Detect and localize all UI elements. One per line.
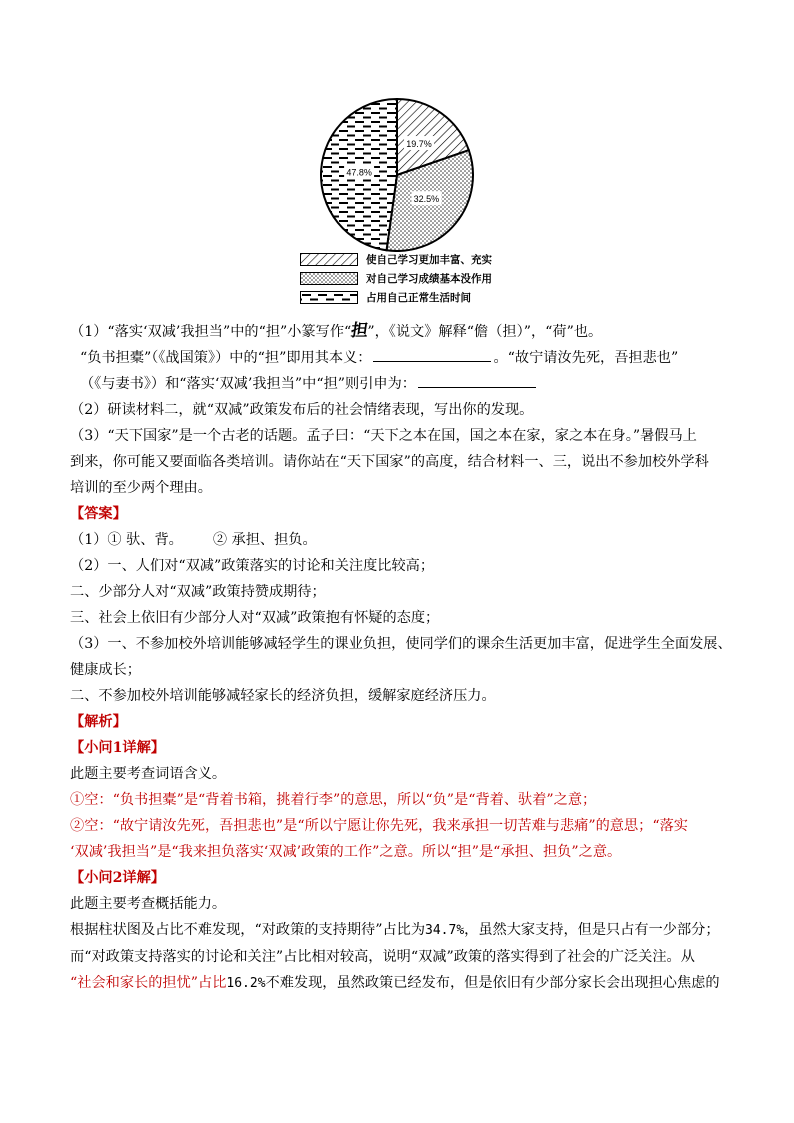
q1-text-b: ”，《说文》解释“儋（担）”，“荷”也。: [367, 324, 603, 340]
legend-item-dots: [300, 269, 560, 288]
answer-blank-2[interactable]: [418, 373, 536, 388]
q1-line3: [70, 371, 730, 397]
sub2-header: 【小问2详解】: [70, 870, 165, 886]
sub2-line2: 而“对政策支持落实的讨论和关注”占比相对较高，说明“双减”政策的落实得到了社会的广泛关注。从: [70, 949, 695, 965]
answer-3-line3: 二、不参加校外培训能够减轻家长的经济负担，缓解家庭经济压力。: [70, 688, 496, 704]
legend-item-dashes: [300, 288, 560, 307]
sub1-line2: ②空：“故宁请汝先死，吾担悲也”是“所以宁愿让你先死，我来承担一切苦难与悲痛”的意思；“落实: [70, 818, 688, 834]
q1-text-e: （《与妻书》）和“落实‘双减’我担当”中“担”则引申为：: [80, 376, 416, 392]
q3-line3: 培训的至少两个理由。: [70, 480, 212, 496]
seal-script-glyph: 担: [349, 321, 369, 341]
q3-line2: 到来，你可能又要面临各类培训。请你站在“天下国家”的高度，结合材料一、三，说出不参加校外学科: [70, 454, 709, 470]
answer-3-line2: 健康成长；: [70, 662, 141, 678]
pie-chart-svg: [290, 92, 530, 252]
sub2-text: 根据柱状图及占比不难发现，“对政策的支持期待”占比为: [70, 922, 426, 938]
answer-2-line2: 二、少部分人对“双减”政策持赞成期待；: [70, 584, 326, 600]
slice-value-label: 19.7%: [406, 139, 432, 150]
q1-line1: [70, 318, 730, 345]
answer-1: [70, 527, 730, 553]
sub2-text: “社会和家长的担忧”占比: [70, 975, 227, 991]
legend-label: 对自己学习成绩基本没作用: [366, 273, 492, 285]
q1-text-c: “负书担橐”（《战国策》）中的“担”即用其本义：: [80, 350, 372, 366]
sub1-line1: ①空：“负书担橐”是“背着书箱，挑着行李”的意思，所以“负”是“背着、驮着”之意；: [70, 792, 597, 808]
sub2-percent-1: 34.7%: [425, 923, 465, 938]
legend-item-hatch: [300, 250, 560, 269]
slice-value-label: 32.5%: [413, 194, 440, 205]
answer-2-line3: 三、社会上依旧有少部分人对“双减”政策抱有怀疑的态度；: [70, 610, 440, 626]
legend-label: 占用自己正常生活时间: [366, 292, 471, 304]
q2-line: （2）研读材料二，就“双减”政策发布后的社会情绪表现，写出你的发现。: [70, 402, 534, 418]
legend-swatch-dashes: [300, 291, 358, 304]
sub1-intro: 此题主要考查词语含义。: [70, 766, 227, 782]
answer-header: 【答案】: [70, 506, 127, 522]
sub2-text: 不难发现，虽然政策已经发布，但是依旧有少部分家长会出现担心焦虑的: [265, 975, 720, 991]
legend-swatch-dots: [300, 272, 358, 285]
question-content: [70, 318, 730, 997]
analysis-header: 【解析】: [70, 714, 127, 730]
q3-line1: （3）“天下国家”是一个古老的话题。孟子曰：“天下之本在国，国之本在家，家之本在身。”暑假马上: [70, 428, 697, 444]
sub2-line1: [70, 917, 730, 944]
chart-legend: [300, 250, 560, 307]
sub1-header: 【小问1详解】: [70, 740, 165, 756]
legend-swatch-hatch: [300, 253, 358, 266]
answer-3-line1: （3）一、不参加校外培训能够减轻学生的课业负担，使同学们的课余生活更加丰富，促进学生全面发展、: [70, 636, 732, 652]
q1-text-a: （1）“落实‘双减’我担当”中的“担”小篆写作“: [70, 324, 352, 340]
slice-value-label: 47.8%: [346, 167, 372, 178]
legend-label: 使自己学习更加丰富、充实: [366, 254, 492, 266]
answer-1b: ② 承担、担负。: [212, 532, 317, 548]
answer-blank-1[interactable]: [373, 347, 491, 362]
sub2-percent-2: 16.2%: [226, 976, 266, 991]
sub2-line3: [70, 970, 730, 997]
sub2-intro: 此题主要考查概括能力。: [70, 896, 227, 912]
q1-text-d: 。“故宁请汝先死，吾担悲也”: [493, 350, 679, 366]
answer-2-line1: （2）一、人们对“双减”政策落实的讨论和关注度比较高；: [70, 558, 435, 574]
q1-line2: [70, 345, 730, 371]
sub2-text: ，虽然大家支持，但是只占有一少部分；: [464, 922, 720, 938]
answer-1a: （1）① 驮、背。: [70, 532, 183, 548]
sub1-line3: ‘双减’我担当”是“我来担负落实‘双减’政策的工作”之意。所以“担”是“承担、担负”之意。: [70, 844, 622, 860]
